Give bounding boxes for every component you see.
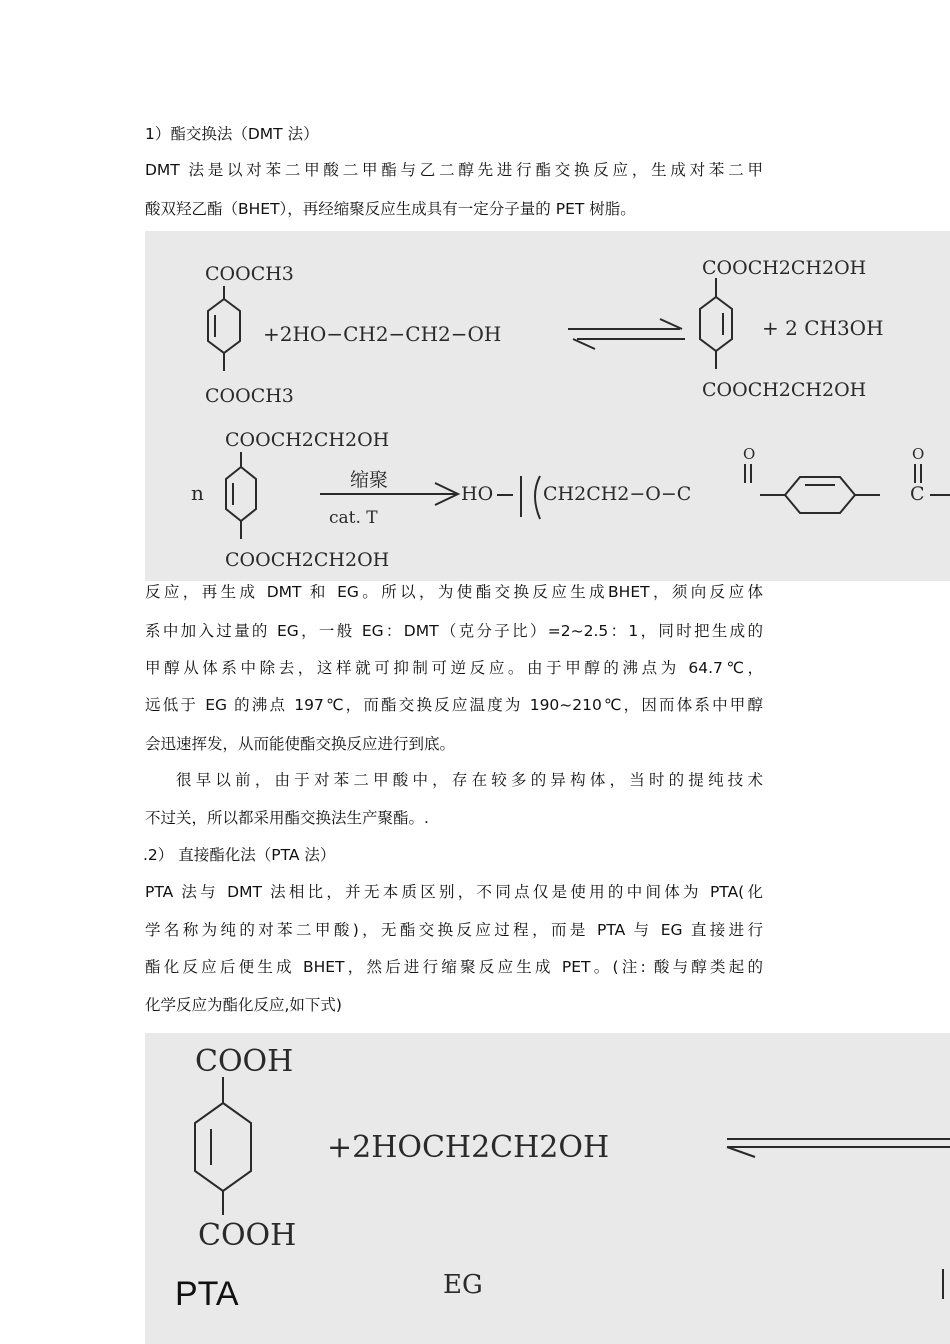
eg-reagent-2: +2HOCH2CH2OH — [327, 1130, 610, 1165]
bhet-top-group: COOCH2CH2OH — [702, 257, 867, 279]
bhet-bottom-group: COOCH2CH2OH — [702, 379, 867, 401]
benzene-ring-icon — [195, 1077, 251, 1215]
pta-reaction-scheme — [145, 1033, 950, 1344]
pta-top-group: COOH — [195, 1044, 294, 1079]
benzene-ring-icon — [226, 452, 256, 539]
pet-end-group: HO — [461, 483, 494, 505]
polycondensation-label: 缩聚 — [350, 469, 389, 491]
pta-bottom-group: COOH — [198, 1218, 297, 1253]
dmt-reaction-scheme — [145, 231, 950, 581]
pta-label: PTA — [175, 1275, 239, 1313]
paragraph-line: 化学反应为酯化反应,如下式) — [145, 996, 342, 1014]
eg-reagent: +2HO−CH2−CH2−OH — [263, 322, 502, 346]
bhet-top-group-2: COOCH2CH2OH — [225, 429, 390, 451]
benzene-ring-icon — [760, 477, 880, 513]
section-heading-pta: .2） 直接酯化法（PTA 法） — [143, 846, 336, 864]
pet-chain-segment: CH2CH2−O−C — [543, 483, 692, 505]
paragraph-line: 甲醇从体系中除去，这样就可抑制可逆反应。由于甲醇的沸点为 64.7℃， — [145, 659, 763, 677]
pet-chain-end: C — [910, 483, 925, 505]
dmt-top-group: COOCH3 — [205, 263, 294, 285]
bhet-bottom-group-2: COOCH2CH2OH — [225, 549, 390, 571]
benzene-ring-icon — [208, 286, 240, 371]
paragraph-line: 远低于 EG 的沸点 197℃，而酯交换反应温度为 190~210℃，因而体系中甲醇 — [145, 696, 763, 714]
carbonyl-oxygen: O — [743, 445, 756, 463]
equilibrium-arrow-icon — [727, 1139, 950, 1157]
dmt-bottom-group: COOCH3 — [205, 385, 294, 407]
paragraph-line: 不过关，所以都采用酯交换法生产聚酯。. — [145, 809, 429, 827]
reaction-arrow-icon — [320, 483, 458, 505]
paragraph-line: 反应，再生成 DMT 和 EG。所以，为使酯交换反应生成BHET，须向反应体 — [145, 583, 763, 601]
paragraph-line: 酸双羟乙酯（BHET），再经缩聚反应生成具有一定分子量的 PET 树脂。 — [145, 200, 636, 218]
eg-label: EG — [443, 1270, 483, 1300]
paragraph-line: 酯化反应后便生成 BHET，然后进行缩聚反应生成 PET。(注: 酸与醇类起的 — [145, 958, 763, 976]
benzene-ring-icon — [700, 278, 732, 369]
methanol-byproduct: + 2 CH3OH — [762, 316, 884, 340]
section-heading-dmt: 1）酯交换法（DMT 法） — [145, 125, 319, 143]
equilibrium-arrow-icon — [568, 319, 685, 349]
pta-reaction-figure — [145, 1033, 950, 1344]
catalyst-temp-label: cat. T — [329, 508, 378, 528]
paragraph-line: 学名称为纯的对苯二甲酸)，无酯交换反应过程，而是 PTA 与 EG 直接进行 — [145, 921, 763, 939]
paragraph-line: 系中加入过量的 EG，一般 EG：DMT（克分子比）=2~2.5：1，同时把生成的 — [145, 622, 763, 640]
bracket-icon — [497, 476, 540, 519]
repeat-n: n — [191, 481, 204, 505]
carbonyl-oxygen: O — [912, 445, 925, 463]
paragraph-line: 会迅速挥发，从而能使酯交换反应进行到底。 — [145, 735, 456, 753]
paragraph-line: PTA 法与 DMT 法相比，并无本质区别，不同点仅是使用的中间体为 PTA(化 — [145, 883, 763, 901]
paragraph-line: DMT 法是以对苯二甲酸二甲酯与乙二醇先进行酯交换反应，生成对苯二甲 — [145, 161, 763, 179]
dmt-reaction-figure — [145, 231, 950, 581]
paragraph-line: 很早以前，由于对苯二甲酸中，存在较多的异构体，当时的提纯技术 — [176, 771, 763, 789]
